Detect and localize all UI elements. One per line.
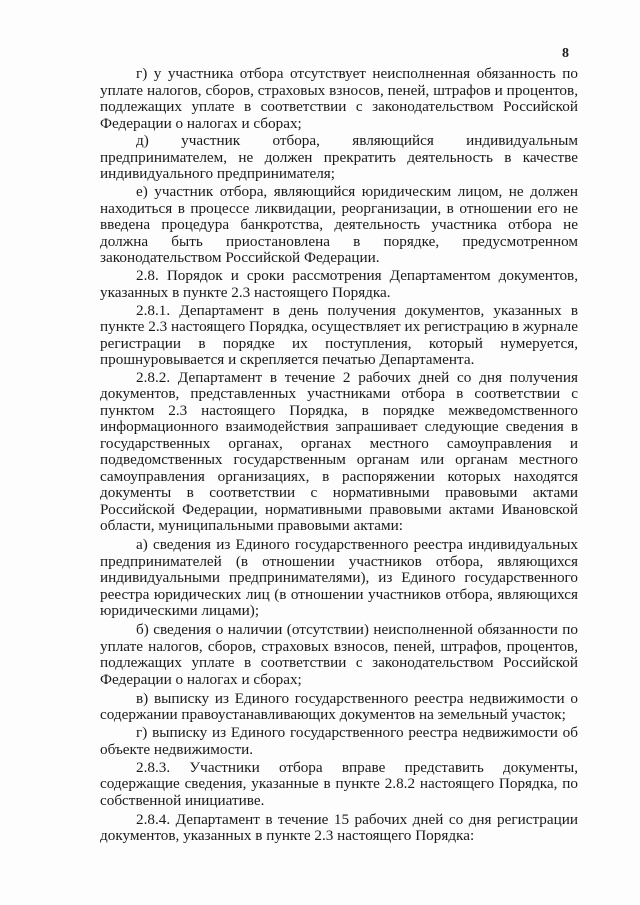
paragraph-e-legal-entity: е) участник отбора, являющийся юридическим лицом, не должен находиться в процессе ликвидации, реорганизации, в отношении его не введена процедура банкротства, деятельность участника отбора не должна быть приостановлена в порядке, предусмотренном законодательством Российской Федерации. [100, 183, 578, 267]
paragraph-g-property-extract: г) выписку из Единого государственного реестра недвижимости об объекте недвижимости. [100, 724, 578, 758]
paragraph-v-land-extract: в) выписку из Единого государственного реестра недвижимости о содержании правоустанавливающих документов на земельный участок; [100, 689, 578, 724]
document-body [100, 66, 578, 846]
paragraph-2-8-3: 2.8.3. Участники отбора вправе представить документы, содержащие сведения, указанные в пункте 2.8.2 настоящего Порядка, по собственной инициативе. [100, 758, 578, 809]
paragraph-2-8: 2.8. Порядок и сроки рассмотрения Департаментом документов, указанных в пункте 2.3 настоящего Порядка. [100, 267, 578, 301]
paragraph-2-8-2: 2.8.2. Департамент в течение 2 рабочих дней со дня получения документов, представленных участниками отбора в соответствии с пунктом 2.3 настоящего Порядка, в порядке межведомственного информационного взаимодействия запрашивает следующие сведения в государственных органах, органах местного самоуправления и подведомственных государственным органам или органам местного самоуправления организациях, в распоряжении которых находятся документы в соответствии с нормативными правовыми актами Российской Федерации, нормативными правовыми актами Ивановской области, муниципальными правовыми актами: [100, 368, 578, 535]
paragraph-2-8-1: 2.8.1. Департамент в день получения документов, указанных в пункте 2.3 настоящего Порядка, осуществляет их регистрацию в журнале регистрации в порядке их поступления, который нумеруется, прошнуровывается и скрепляется печатью Департамента. [100, 301, 578, 369]
page-number: 8 [562, 46, 569, 61]
paragraph-b-tax-info: б) сведения о наличии (отсутствии) неисполненной обязанности по уплате налогов, сборов, страховых взносов, пеней, штрафов, процентов, подлежащих уплате в соответствии с законодательством Российской Федерации о налогах и сборах; [100, 621, 578, 688]
paragraph-g-no-tax-debt: г) у участника отбора отсутствует неисполненная обязанность по уплате налогов, сборов, страховых взносов, пеней, штрафов и процентов, подлежащих уплате в соответствии с законодательством Российской Федерации о налогах и сборах; [100, 65, 578, 132]
paragraph-a-egrip-egrul: а) сведения из Единого государственного реестра индивидуальных предпринимателей (в отношении участников отбора, являющихся индивидуальными предпринимателями), из Единого государственного реестра юридических лиц (в отношении участников отбора, являющихся юридическими лицами); [100, 536, 578, 620]
paragraph-d-entrepreneur: д) участник отбора, являющийся индивидуальным предпринимателем, не должен прекратить деятельность в качестве индивидуального предпринимателя; [100, 132, 578, 183]
paragraph-2-8-4: 2.8.4. Департамент в течение 15 рабочих дней со дня регистрации документов, указанных в пункте 2.3 настоящего Порядка: [100, 810, 578, 845]
